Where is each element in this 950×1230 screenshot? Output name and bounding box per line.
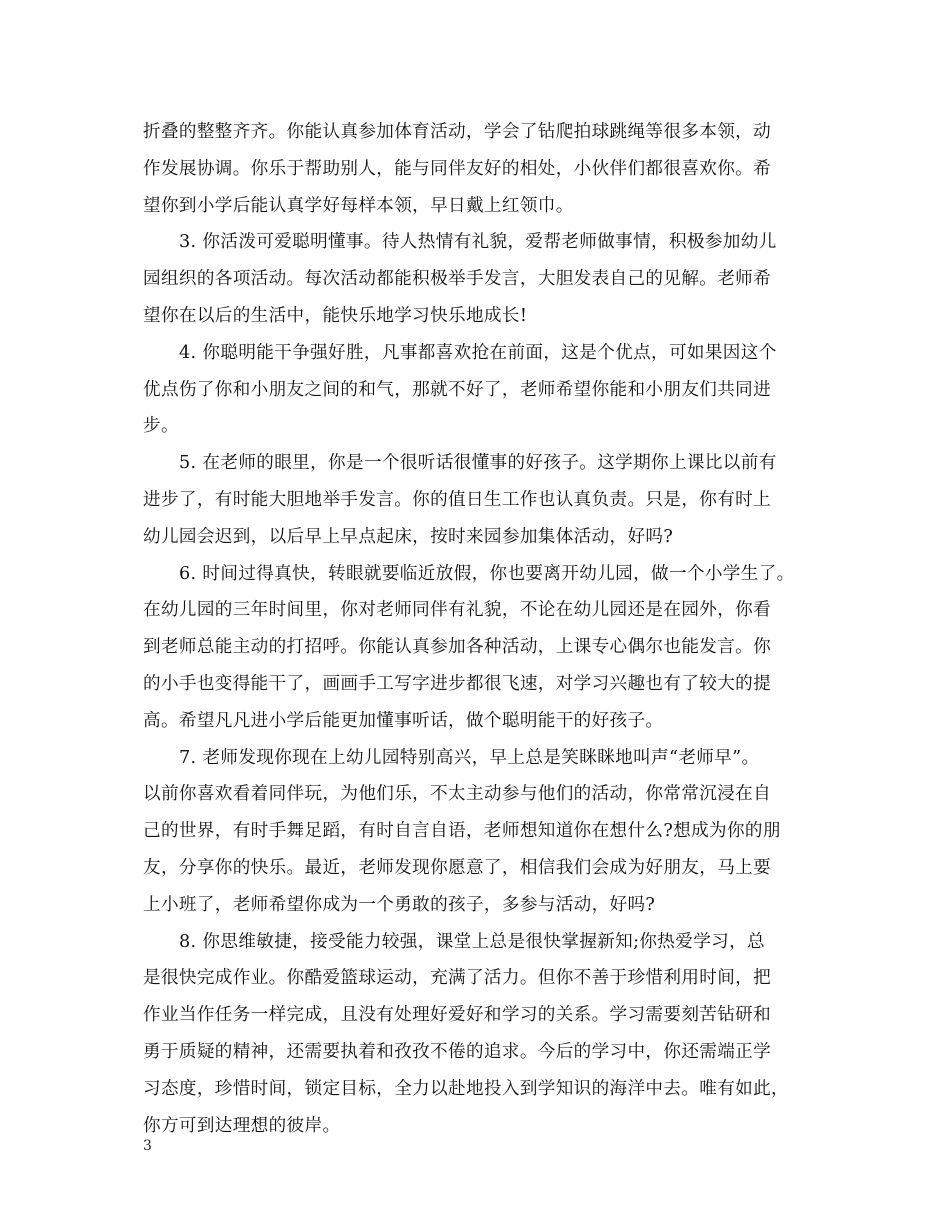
text-line: 在幼儿园的三年时间里，你对老师同伴有礼貌，不论在幼儿园还是在园外，你看 [143, 600, 772, 621]
text-line: 折叠的整整齐齐。你能认真参加体育活动，学会了钻爬拍球跳绳等很多本领，动 [143, 122, 772, 142]
text-line: 园组织的各项活动。每次活动都能积极举手发言，大胆发表自己的见解。老师希 [143, 269, 772, 290]
text-line: 的小手也变得能干了，画画手工写字进步都很飞速，对学习兴趣也有了较大的提 [143, 673, 772, 694]
text-line: 上小班了，老师希望你成为一个勇敢的孩子，多参与活动，好吗? [143, 894, 656, 915]
text-line: 以前你喜欢看着同伴玩，为他们乐，不太主动参与他们的活动，你常常沉浸在自 [143, 784, 772, 805]
text-line: 优点伤了你和小朋友之间的和气，那就不好了，老师希望你能和小朋友们共同进 [143, 379, 772, 400]
text-line: 进步了，有时能大胆地举手发言。你的值日生工作也认真负责。只是，你有时上 [143, 489, 772, 510]
text-line: 步。 [143, 416, 179, 437]
text-line: 望你到小学后能认真学好每样本领，早日戴上红领巾。 [143, 195, 574, 216]
text-line: 勇于质疑的精神，还需要执着和孜孜不倦的追求。今后的学习中，你还需端正学 [143, 1041, 772, 1062]
text-line: 高。希望凡凡进小学后能更加懂事听话，做个聪明能干的好孩子。 [143, 710, 664, 731]
paragraph-4-first-line: 4. 你聪明能干争强好胜，凡事都喜欢抢在前面，这是个优点，可如果因这个 [179, 342, 777, 363]
page-number: 3 [143, 1138, 152, 1154]
text-line: 到老师总能主动的打招呼。你能认真参加各种活动，上课专心偶尔也能发言。你 [143, 637, 772, 658]
text-line: 己的世界，有时手舞足蹈，有时自言自语，老师想知道你在想什么?想成为你的朋 [143, 821, 781, 842]
text-line: 习态度，珍惜时间，锁定目标，全力以赴地投入到学知识的海洋中去。唯有如此， [143, 1078, 789, 1099]
text-line: 友，分享你的快乐。最近，老师发现你愿意了，相信我们会成为好朋友，马上要 [143, 857, 772, 878]
paragraph-5-first-line: 5. 在老师的眼里，你是一个很听话很懂事的好孩子。这学期你上课比以前有 [179, 453, 777, 474]
text-line: 作业当作任务一样完成，且没有处理好爱好和学习的关系。学习需要刻苦钻研和 [143, 1005, 772, 1026]
paragraph-8-first-line: 8. 你思维敏捷，接受能力较强，课堂上总是很快掌握新知;你热爱学习，总 [179, 931, 765, 952]
text-line: 幼儿园会迟到，以后早上早点起床，按时来园参加集体活动，好吗? [143, 526, 674, 547]
body-text [143, 114, 809, 1144]
text-line: 你方可到达理想的彼岸。 [143, 1115, 341, 1136]
paragraph-7-first-line: 7. 老师发现你现在上幼儿园特别高兴，早上总是笑眯眯地叫声“老师早”。 [179, 747, 760, 768]
text-line: 作发展协调。你乐于帮助别人，能与同伴友好的相处，小伙伴们都很喜欢你。希 [143, 158, 772, 179]
paragraph-3-first-line: 3. 你活泼可爱聪明懂事。待人热情有礼貌，爱帮老师做事情，积极参加幼儿 [179, 232, 777, 253]
text-line: 是很快完成作业。你酷爱篮球运动，充满了活力。但你不善于珍惜利用时间，把 [143, 968, 772, 989]
paragraph-6-first-line: 6. 时间过得真快，转眼就要临近放假，你也要离开幼儿园，做一个小学生了。 [179, 563, 795, 584]
text-line: 望你在以后的生活中，能快乐地学习快乐地成长! [143, 305, 528, 326]
